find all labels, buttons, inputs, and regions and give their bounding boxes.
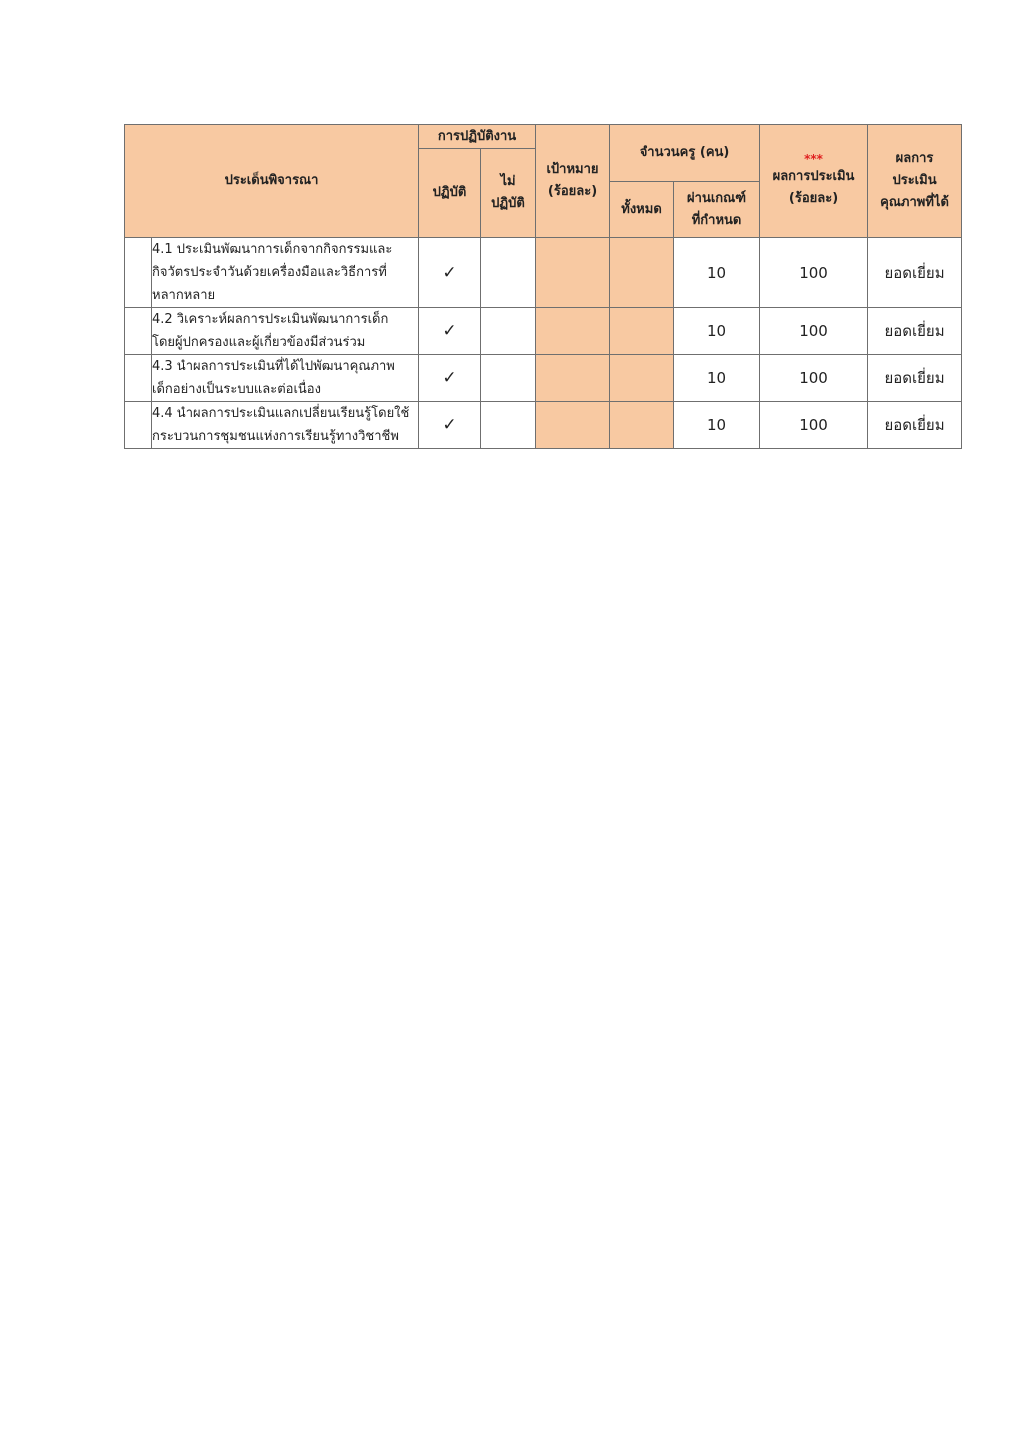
item-line: หลากหลาย <box>152 288 216 303</box>
total-cell <box>610 402 674 449</box>
score-cell: 100 <box>760 402 868 449</box>
not-done-cell <box>481 355 536 402</box>
target-cell <box>536 308 610 355</box>
not-done-cell <box>481 402 536 449</box>
item-line: 4.3 นำผลการประเมินที่ได้ไปพัฒนาคุณภาพ <box>152 359 395 374</box>
header-operation: การปฏิบัติงาน <box>419 125 536 149</box>
total-cell <box>610 308 674 355</box>
header-passed-line1: ผ่านเกณฑ์ <box>687 190 747 206</box>
header-score <box>760 125 868 238</box>
header-total: ทั้งหมด <box>610 182 674 238</box>
target-cell <box>536 355 610 402</box>
header-passed <box>674 182 760 238</box>
check-mark-icon: ✓ <box>419 238 481 308</box>
header-not-done <box>481 149 536 238</box>
passed-cell: 10 <box>674 308 760 355</box>
passed-cell: 10 <box>674 402 760 449</box>
header-target <box>536 125 610 238</box>
header-topic: ประเด็นพิจารณา <box>125 125 419 238</box>
total-cell <box>610 355 674 402</box>
table-row <box>125 355 962 402</box>
header-quality <box>868 125 962 238</box>
item-cell <box>152 402 419 449</box>
header-target-line2: (ร้อยละ) <box>547 184 598 199</box>
total-cell <box>610 238 674 308</box>
quality-cell: ยอดเยี่ยม <box>868 238 962 308</box>
table-row <box>125 402 962 449</box>
row-index-cell <box>125 308 152 355</box>
header-quality-line3: คุณภาพที่ได้ <box>880 195 949 210</box>
item-line: เด็กอย่างเป็นระบบและต่อเนื่อง <box>152 382 321 397</box>
target-cell <box>536 402 610 449</box>
header-score-line1: ผลการประเมิน <box>772 169 855 184</box>
item-line: โดยผู้ปกครองและผู้เกี่ยวข้องมีส่วนร่วม <box>152 335 366 350</box>
row-index-cell <box>125 355 152 402</box>
score-cell: 100 <box>760 238 868 308</box>
item-line: กิจวัตรประจำวันด้วยเครื่องมือและวิธีการที่ <box>152 265 387 280</box>
item-line: 4.4 นำผลการประเมินแลกเปลี่ยนเรียนรู้โดยใช้ <box>152 406 410 421</box>
header-quality-line2: ประเมิน <box>892 173 937 188</box>
header-score-stars: *** <box>804 152 823 166</box>
row-index-cell <box>125 238 152 308</box>
header-target-line1: เป้าหมาย <box>546 162 599 177</box>
header-teachers: จำนวนครู (คน) <box>610 125 760 182</box>
item-cell <box>152 308 419 355</box>
evaluation-table <box>124 124 962 449</box>
row-index-cell <box>125 402 152 449</box>
header-passed-line2: ที่กำหนด <box>691 212 742 228</box>
item-cell <box>152 355 419 402</box>
check-mark-icon: ✓ <box>419 308 481 355</box>
passed-cell: 10 <box>674 238 760 308</box>
check-mark-icon: ✓ <box>419 402 481 449</box>
header-not-done-line1: ไม่ <box>500 174 516 189</box>
header-done: ปฏิบัติ <box>419 149 481 238</box>
not-done-cell <box>481 308 536 355</box>
score-cell: 100 <box>760 355 868 402</box>
item-cell <box>152 238 419 308</box>
score-cell: 100 <box>760 308 868 355</box>
item-line: 4.1 ประเมินพัฒนาการเด็กจากกิจกรรมและ <box>152 242 393 257</box>
passed-cell: 10 <box>674 355 760 402</box>
quality-cell: ยอดเยี่ยม <box>868 355 962 402</box>
header-not-done-line2: ปฏิบัติ <box>491 196 525 211</box>
not-done-cell <box>481 238 536 308</box>
table-row <box>125 308 962 355</box>
item-line: 4.2 วิเคราะห์ผลการประเมินพัฒนาการเด็ก <box>152 312 389 327</box>
header-score-line2: (ร้อยละ) <box>788 191 839 206</box>
table-row <box>125 238 962 308</box>
quality-cell: ยอดเยี่ยม <box>868 308 962 355</box>
target-cell <box>536 238 610 308</box>
quality-cell: ยอดเยี่ยม <box>868 402 962 449</box>
check-mark-icon: ✓ <box>419 355 481 402</box>
header-quality-line1: ผลการ <box>895 151 934 166</box>
item-line: กระบวนการชุมชนแห่งการเรียนรู้ทางวิชาชีพ <box>152 429 399 444</box>
